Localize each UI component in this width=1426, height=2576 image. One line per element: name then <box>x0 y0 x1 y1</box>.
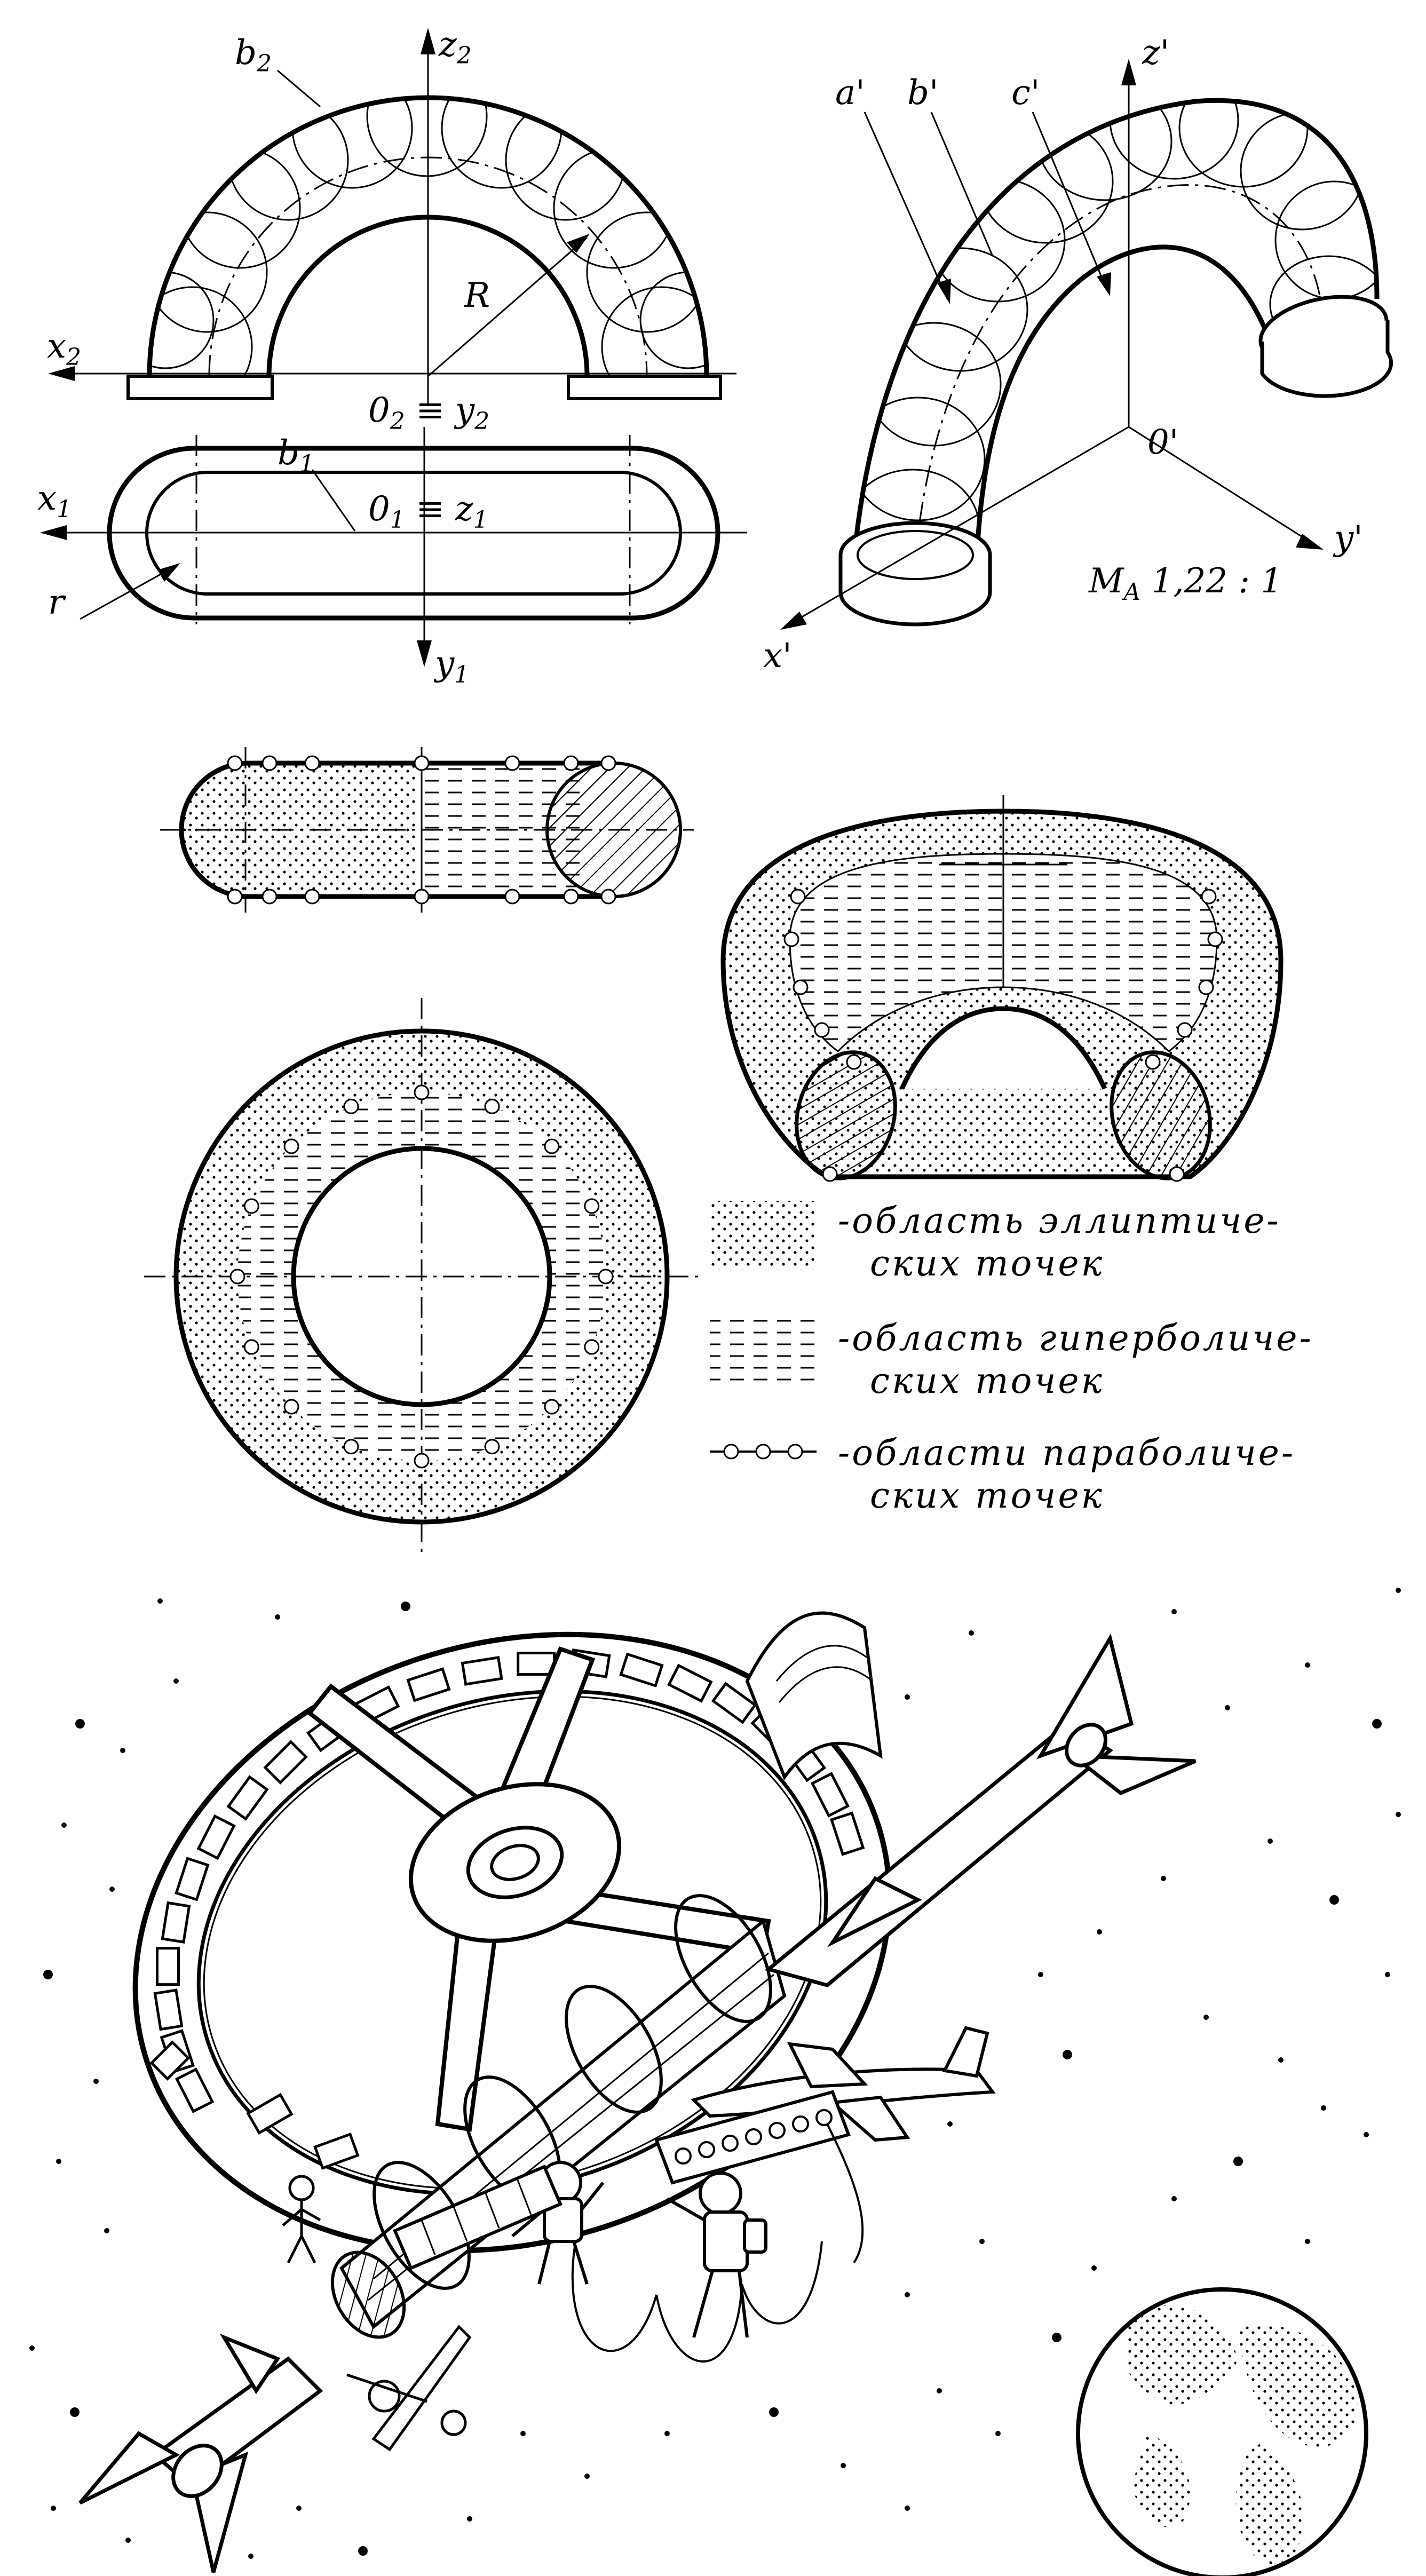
axonometric-a-arrow <box>937 279 951 304</box>
star <box>1233 2157 1243 2166</box>
axonometric-c-leader <box>1033 112 1107 291</box>
star <box>1305 1662 1310 1668</box>
star <box>1052 2333 1061 2342</box>
front-view-b2-label: $b_2$ <box>235 33 272 77</box>
star <box>979 2239 985 2244</box>
star <box>1329 1895 1339 1905</box>
astronaut-right <box>667 2173 766 2337</box>
star <box>1267 1838 1273 1844</box>
legend-parabolic-line1: -области параболиче- <box>838 1432 1296 1473</box>
front-view-left-base <box>128 376 272 399</box>
star <box>61 1822 67 1828</box>
axonometric-b-leader <box>931 112 993 256</box>
porthole <box>746 2129 761 2144</box>
axonometric-a-leader <box>865 112 947 299</box>
front-view-b2-leader <box>278 70 320 107</box>
parabolic-point <box>545 1139 559 1153</box>
star <box>1063 2050 1072 2059</box>
station-window <box>518 1653 554 1674</box>
parabolic-point <box>485 1440 499 1454</box>
parabolic-point <box>231 1270 244 1283</box>
star <box>296 2506 302 2511</box>
star <box>467 2516 472 2522</box>
top-view <box>37 427 747 688</box>
star <box>947 2121 953 2127</box>
star <box>584 2474 590 2479</box>
space-station-illustration <box>29 1540 1401 2576</box>
front-view-z-arrow <box>421 28 435 54</box>
parabolic-point <box>585 1340 599 1354</box>
star <box>1097 1929 1102 1935</box>
star <box>841 2463 846 2468</box>
axonometric-x-label: x' <box>763 636 792 676</box>
legend-elliptic-swatch <box>710 1201 817 1270</box>
star <box>520 2431 526 2436</box>
axonometric-z-label: z' <box>1142 33 1170 73</box>
star <box>56 2159 61 2164</box>
top-view-r-label: r <box>48 583 65 622</box>
axonometric-a-label: a' <box>835 73 865 113</box>
star <box>1396 1588 1401 1593</box>
star <box>1161 1876 1166 1881</box>
front-view-origin-label: $0_2 \equiv y_2$ <box>368 391 490 435</box>
star <box>104 2228 109 2233</box>
parabolic-point <box>244 1199 258 1213</box>
star <box>969 1630 974 1636</box>
star <box>43 1970 53 1979</box>
station-window <box>157 1948 179 1985</box>
axonometric-x-arrow <box>780 612 807 630</box>
torus-top-region-view <box>160 747 694 913</box>
legend-parabolic-swatch <box>710 1445 817 1459</box>
parabolic-point <box>244 1340 258 1354</box>
legend-hyperbolic-swatch <box>710 1318 817 1388</box>
star <box>109 1887 115 1892</box>
axonometric-scale-label: $M_A$ 1,22 : 1 <box>1089 561 1283 606</box>
star <box>905 1694 910 1700</box>
axonometric-c-label: c' <box>1011 73 1040 113</box>
star <box>1372 1719 1382 1729</box>
star <box>173 1678 179 1684</box>
parabolic-point <box>599 1270 613 1283</box>
star <box>358 2546 368 2556</box>
porthole <box>676 2149 691 2163</box>
front-view-x-label: $x_2$ <box>47 327 82 371</box>
parabolic-point <box>415 1085 429 1099</box>
parabolic-point <box>284 1139 298 1153</box>
star <box>120 1748 125 1753</box>
porthole <box>699 2142 714 2157</box>
parabolic-point <box>415 1454 429 1468</box>
star <box>51 2506 56 2511</box>
star <box>125 2538 131 2543</box>
top-view-x-label: $x_1$ <box>37 479 72 523</box>
legend-elliptic-line2: ских точек <box>870 1243 1104 1284</box>
axonometric-origin-label: 0' <box>1147 423 1179 462</box>
front-view-z-label: $z_2$ <box>439 25 472 69</box>
front-view-right-base <box>568 376 720 399</box>
parabolic-point <box>284 1400 298 1414</box>
parabolic-point <box>344 1099 358 1113</box>
star <box>1396 1812 1401 1817</box>
torus-front-region-view <box>723 795 1281 1190</box>
station-window <box>462 1658 501 1684</box>
star <box>157 1598 163 1604</box>
rocket-lower-left <box>80 2337 320 2572</box>
top-view-x-arrow <box>40 525 67 540</box>
star <box>1278 2057 1284 2063</box>
legend-hyperbolic-line2: ских точек <box>870 1360 1104 1401</box>
front-view-stipple-circles <box>117 57 736 407</box>
star <box>1171 2196 1177 2201</box>
top-view-y-label: $y_1$ <box>435 644 470 688</box>
star <box>1091 2265 1097 2271</box>
axonometric-view <box>763 33 1393 676</box>
torus-plan-region-view <box>144 998 699 1558</box>
star <box>1203 2015 1209 2020</box>
star <box>905 2292 910 2297</box>
star <box>769 2407 779 2417</box>
front-view <box>47 25 736 435</box>
porthole <box>793 2117 808 2131</box>
star <box>937 2388 942 2393</box>
porthole <box>723 2136 738 2151</box>
porthole <box>770 2123 785 2138</box>
star <box>905 2506 910 2511</box>
star <box>70 2407 80 2417</box>
star <box>29 2345 35 2351</box>
top-view-y-arrow <box>417 640 432 667</box>
legend <box>710 1200 1313 1516</box>
legend-elliptic-line1: -область эллиптиче- <box>838 1200 1281 1241</box>
legend-parabolic-line2: ских точек <box>870 1475 1104 1516</box>
parabolic-point <box>545 1400 559 1414</box>
star <box>1038 1972 1043 1977</box>
star <box>75 1719 85 1729</box>
parabolic-point <box>485 1099 499 1113</box>
star <box>1364 2132 1369 2137</box>
star <box>995 2431 1001 2436</box>
station-window <box>162 1903 189 1942</box>
star <box>401 1602 410 1611</box>
star <box>1321 2105 1326 2111</box>
axonometric-c-arrow <box>1097 272 1111 296</box>
star <box>93 2079 99 2084</box>
front-view-radius-line <box>428 237 587 376</box>
axonometric-b-label: b' <box>907 73 939 113</box>
parabolic-point <box>585 1199 599 1213</box>
star <box>275 1614 280 1620</box>
star <box>664 2431 670 2436</box>
porthole <box>817 2110 831 2125</box>
axonometric-z-arrow <box>1121 59 1136 85</box>
top-view-origin-label: $0_1 \equiv z_1$ <box>368 489 488 534</box>
parabolic-point <box>344 1440 358 1454</box>
legend-hyperbolic-line1: -область гиперболиче- <box>838 1318 1313 1359</box>
star <box>1171 1609 1177 1614</box>
axonometric-y-label: y' <box>1334 519 1363 558</box>
earth-globe <box>1078 2289 1366 2576</box>
station-window <box>155 1990 181 2029</box>
star <box>1225 1705 1230 1710</box>
star <box>1305 2239 1310 2244</box>
star <box>1385 1972 1390 1977</box>
top-view-b1-label: $b_1$ <box>278 433 314 478</box>
star <box>248 2554 253 2559</box>
small-plane-lower-left <box>347 2327 470 2450</box>
front-view-radius-label: R <box>464 276 490 315</box>
